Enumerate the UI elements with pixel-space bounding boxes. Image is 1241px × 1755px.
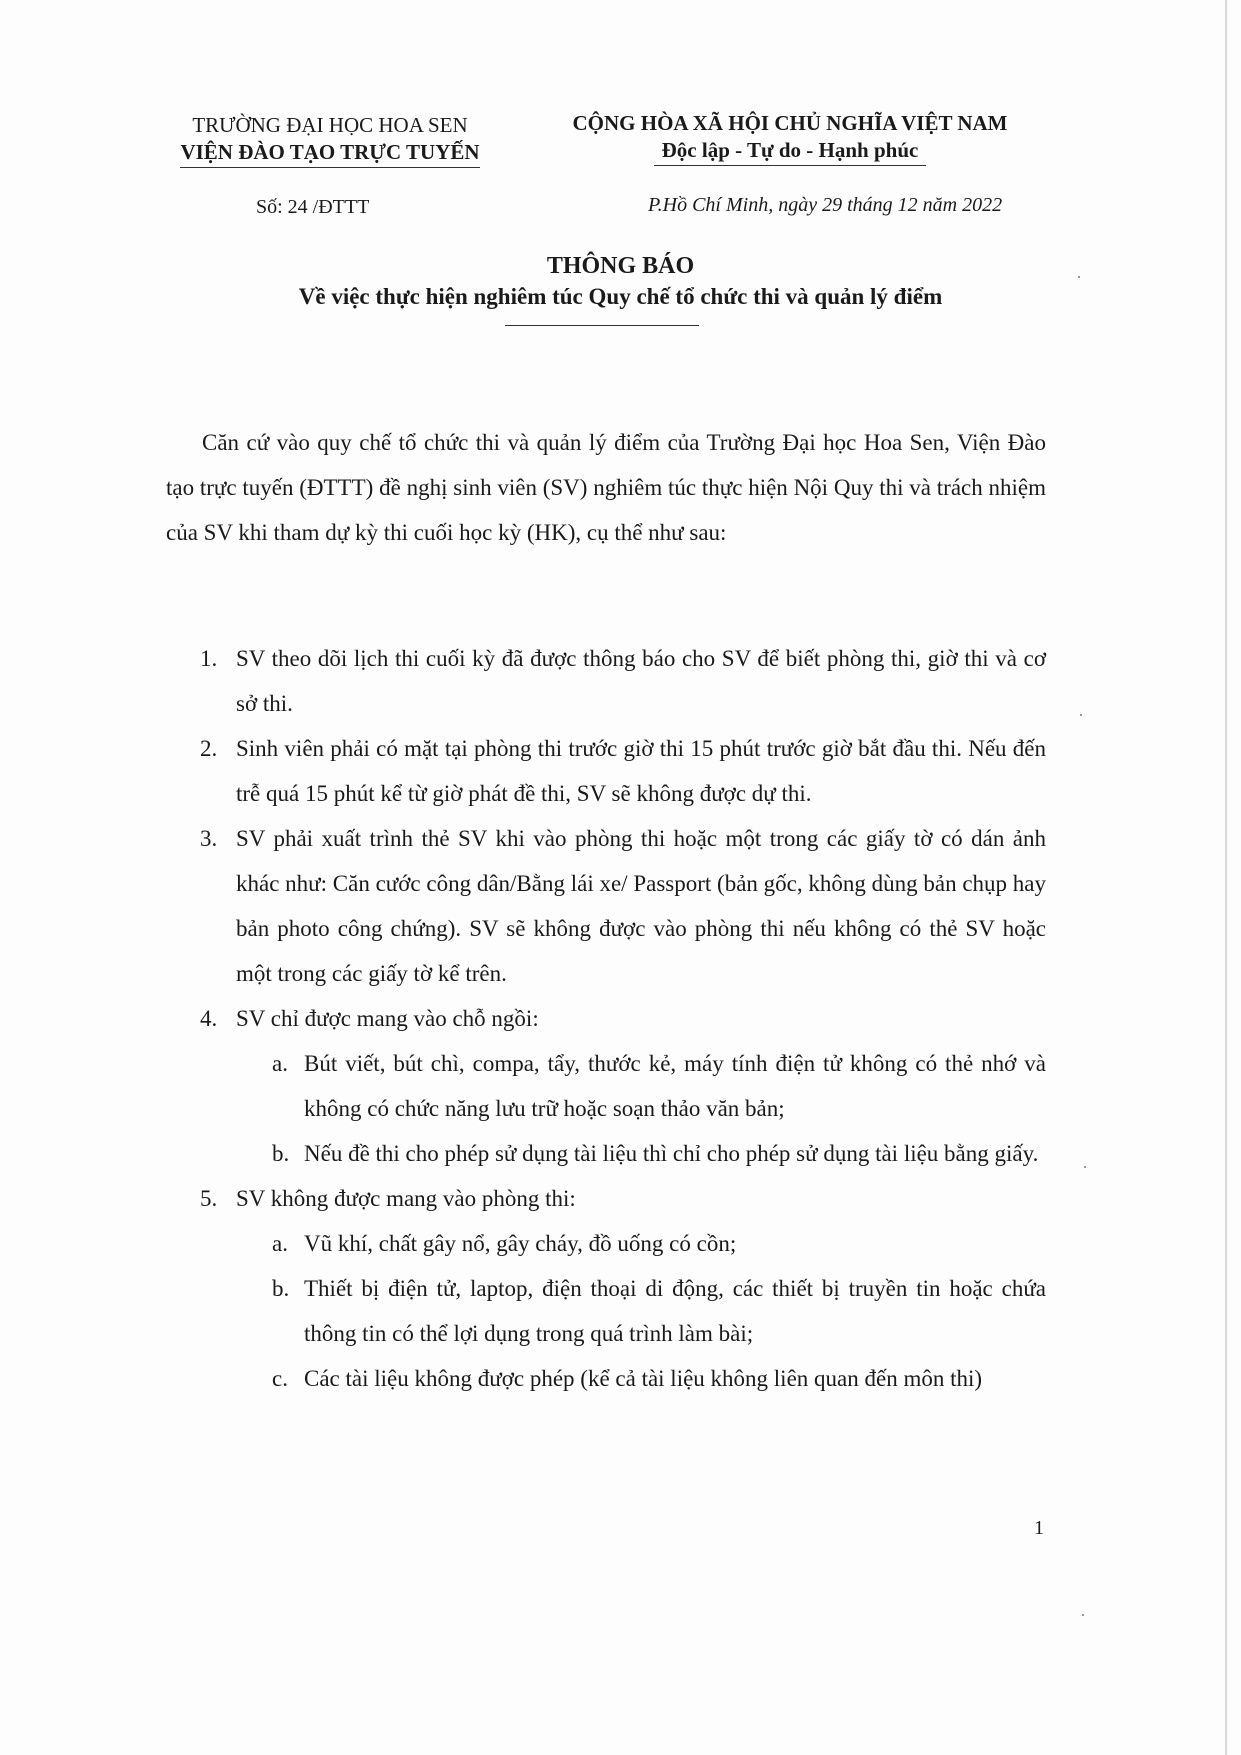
item-text: SV chỉ được mang vào chỗ ngồi: [236, 1006, 539, 1031]
document-title: THÔNG BÁO [546, 253, 695, 279]
sub-item-letter: a. [272, 1051, 288, 1076]
scan-speck [1080, 714, 1082, 716]
intro-paragraph: Căn cứ vào quy chế tổ chức thi và quản lý điểm của Trường Đại học Hoa Sen, Viện Đào tạo trực tuyến (ĐTTT) đề nghị sinh viên (SV) nghiêm túc thực hiện Nội Quy thi và trách nhiệm của SV khi tham dự kỳ thi cuối học kỳ (HK), cụ thể như sau: [166, 430, 1046, 545]
sub-item-letter: b. [272, 1141, 290, 1166]
sub-item [236, 1131, 1046, 1176]
item-number: 1. [200, 646, 218, 671]
national-header [540, 110, 1040, 166]
page-number: 1 [1034, 1517, 1044, 1539]
scan-speck [1078, 276, 1080, 278]
university-name: TRƯỜNG ĐẠI HỌC HOA SEN [192, 113, 468, 137]
item-number: 4. [200, 1006, 218, 1031]
item-text: SV phải xuất trình thẻ SV khi vào phòng thi hoặc một trong các giấy tờ có dán ảnh khác như: Căn cước công dân/Bằng lái xe/ Passport (bản gốc, không dùng bản chụp hay bản photo công chứng). SV sẽ không được vào phòng thi nếu không có thẻ SV hoặc một trong các giấy tờ kể trên. [236, 826, 1046, 986]
sub-item-letter: b. [272, 1276, 290, 1301]
sub-item-text: Vũ khí, chất gây nổ, gây cháy, đồ uống có cồn; [304, 1231, 737, 1256]
list-item [166, 1176, 1046, 1401]
sub-item-text: Bút viết, bút chì, compa, tẩy, thước kẻ, máy tính điện tử không có thẻ nhớ và không có chức năng lưu trữ hoặc soạn thảo văn bản; [304, 1051, 1046, 1121]
rules-list [166, 636, 1046, 1401]
country-name: CỘNG HÒA XÃ HỘI CHỦ NGHĨA VIỆT NAM [572, 111, 1008, 135]
item-number: 2. [200, 736, 218, 761]
sub-item [236, 1221, 1046, 1266]
scan-speck [1084, 1166, 1086, 1168]
list-item [166, 726, 1046, 816]
title-divider [505, 325, 699, 326]
sub-item-letter: a. [272, 1231, 288, 1256]
national-motto: Độc lập - Tự do - Hạnh phúc [654, 137, 927, 166]
sub-item [236, 1041, 1046, 1131]
item-text: SV theo dõi lịch thi cuối kỳ đã được thông báo cho SV để biết phòng thi, giờ thi và cơ sở thi. [236, 646, 1046, 716]
item-number: 3. [200, 826, 218, 851]
sub-item [236, 1266, 1046, 1356]
sub-item-letter: c. [272, 1366, 288, 1391]
item-number: 5. [200, 1186, 218, 1211]
list-item [166, 816, 1046, 996]
sub-item [236, 1356, 1046, 1401]
item-text: SV không được mang vào phòng thi: [236, 1186, 576, 1211]
document-number: Số: 24 /ĐTTT [256, 196, 370, 218]
place-and-date: P.Hồ Chí Minh, ngày 29 tháng 12 năm 2022 [648, 194, 1003, 216]
document-subtitle: Về việc thực hiện nghiêm túc Quy chế tổ chức thi và quản lý điểm [298, 284, 943, 309]
sub-list [236, 1041, 1046, 1176]
sub-item-text: Các tài liệu không được phép (kể cả tài liệu không liên quan đến môn thi) [304, 1366, 983, 1391]
list-item [166, 636, 1046, 726]
sub-list [236, 1221, 1046, 1401]
item-text: Sinh viên phải có mặt tại phòng thi trước giờ thi 15 phút trước giờ bắt đầu thi. Nếu đến trễ quá 15 phút kể từ giờ phát đề thi, SV sẽ không được dự thi. [236, 736, 1046, 806]
institution-header [160, 112, 500, 168]
institute-name: VIỆN ĐÀO TẠO TRỰC TUYẾN [180, 139, 479, 168]
list-item [166, 996, 1046, 1176]
scan-speck [1082, 1614, 1084, 1616]
sub-item-text: Nếu đề thi cho phép sử dụng tài liệu thì chỉ cho phép sử dụng tài liệu bằng giấy. [304, 1141, 1039, 1166]
sub-item-text: Thiết bị điện tử, laptop, điện thoại di động, các thiết bị truyền tin hoặc chứa thông tin có thể lợi dụng trong quá trình làm bài; [304, 1276, 1046, 1346]
